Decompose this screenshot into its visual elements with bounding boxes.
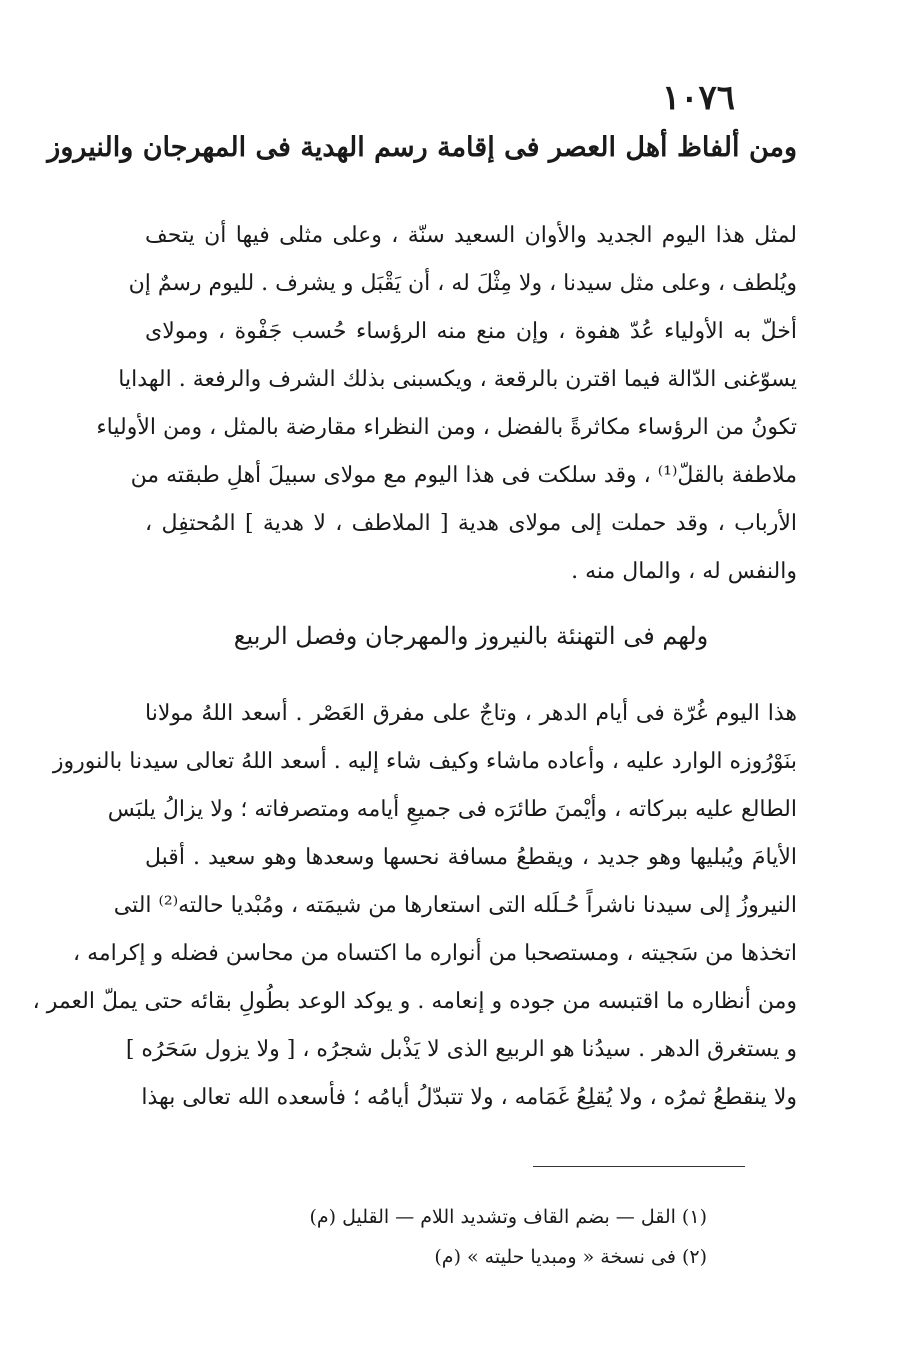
text-line: تكونُ من الرؤساء مكاثرةً بالفضل ، ومن النظراء مقارضة بالمثل ، ومن الأولياء bbox=[96, 415, 797, 440]
text-line: والنفس له ، والمال منه . bbox=[571, 559, 797, 584]
text-line: و يستغرق الدهر . سيدُنا هو الربيع الذى لا يَذْبل شجرُه ، [ ولا يزول سَحَرُه ] bbox=[125, 1037, 797, 1062]
paragraph-gifts bbox=[96, 212, 797, 596]
page-number: ١٠٧٦ bbox=[661, 78, 735, 118]
text-line: ويُلطف ، وعلى مثل سيدنا ، ولا مِثْلَ له ، أن يَقْبَل و يشرف . لليوم رسمٌ إن bbox=[128, 271, 797, 296]
text-line: الأرباب ، وقد حملت إلى مولاى هدية [ الملاطف ، لا هدية ] المُحتفِل ، bbox=[145, 511, 797, 536]
footnote-1: (١) القل — بضم القاف وتشديد اللام — القليل (م) bbox=[309, 1206, 707, 1228]
section-title-gifts: ومن ألفاظ أهل العصر فى إقامة رسم الهدية فى المهرجان والنيروز bbox=[47, 132, 797, 163]
text-line: الطالع عليه ببركاته ، وأيْمنَ طائرَه فى جميعِ أيامه ومتصرفاته ؛ ولا يزالُ يلبَس bbox=[107, 797, 797, 822]
footnote-divider bbox=[533, 1166, 745, 1167]
text-line: ومن أنظاره ما اقتبسه من جوده و إنعامه . و يوكد الوعد بطُولِ بقائه حتى يملّ العمر ، bbox=[32, 989, 797, 1014]
text-line: النيروزُ إلى سيدنا ناشراً حُـلَله التى استعارها من شيمَته ، ومُبْديا حالته⁽²⁾ التى bbox=[113, 893, 797, 918]
text-line: أخلّ به الأولياء عُدّ هفوة ، وإن منع منه الرؤساء حُسب جَفْوة ، ومولاى bbox=[145, 319, 797, 344]
text-line: يسوّغنى الدّالة فيما اقترن بالرقعة ، ويكسبنى بذلك الشرف والرفعة . الهدايا bbox=[118, 367, 797, 392]
footnotes bbox=[187, 1197, 707, 1277]
section-title-congratulation: ولهم فى التهنئة بالنيروز والمهرجان وفصل الربيع bbox=[233, 622, 709, 650]
text-line: ولا ينقطعُ ثمرُه ، ولا يُقلِعُ غَمَامه ، ولا تتبدّلُ أيامُه ؛ فأسعده الله تعالى بهذا bbox=[141, 1085, 797, 1110]
text-line: لمثل هذا اليوم الجديد والأوان السعيد سنّة ، وعلى مثلى فيها أن يتحف bbox=[145, 223, 797, 248]
text-line: بنَوْرُوزه الوارد عليه ، وأعاده ماشاء وكيف شاء إليه . أسعد اللهُ تعالى سيدنا بالنوروز bbox=[52, 749, 797, 774]
text-line: ملاطفة بالقلّ⁽¹⁾ ، وقد سلكت فى هذا اليوم مع مولاى سبيلَ أهلِ طبقته من bbox=[130, 463, 797, 488]
text-line: هذا اليوم غُرّة فى أيام الدهر ، وتاجٌ على مفرق العَصْر . أسعد اللهُ مولانا bbox=[145, 701, 797, 726]
paragraph-congratulation bbox=[32, 690, 797, 1122]
footnote-2: (٢) فى نسخة « ومبديا حليته » (م) bbox=[434, 1246, 707, 1268]
text-line: الأيامَ ويُبليها وهو جديد ، ويقطعُ مسافة نحسها وسعدها وهو سعيد . أقبل bbox=[145, 845, 797, 870]
text-line: اتخذها من سَجيته ، ومستصحبا من أنواره ما اكتساه من محاسن فضله و إكرامه ، bbox=[72, 941, 797, 966]
